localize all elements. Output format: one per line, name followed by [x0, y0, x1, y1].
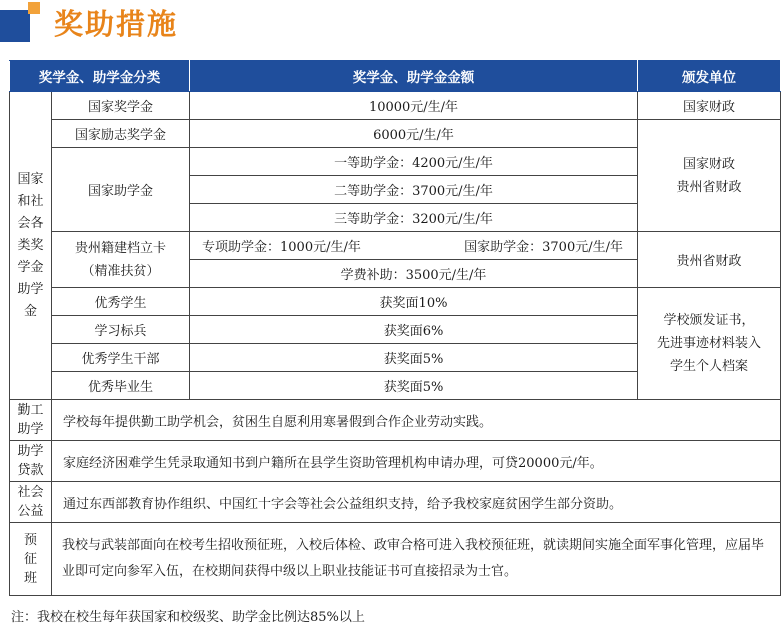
- category-cell: 国家助学金: [52, 148, 190, 232]
- amount-cell: 学费补助：3500元/生/年: [190, 260, 638, 288]
- logo-square-blue: [0, 10, 30, 42]
- logo-square-orange: [28, 2, 40, 14]
- issuer-line: 学校颁发证书，: [663, 313, 755, 328]
- category-cell: 国家奖学金: [52, 92, 190, 120]
- row-label-line: 助学: [17, 444, 44, 459]
- description-cell: 通过东西部教育协作组织、中国红十字会等社会公益组织支持，给予我校家庭贫困学生部分资助。: [52, 482, 781, 523]
- issuer-cell: 贵州省财政: [638, 232, 781, 288]
- issuer-line: 国家财政: [682, 156, 735, 172]
- issuer-line: 贵州省财政: [676, 179, 742, 195]
- issuer-cell: [638, 288, 781, 400]
- row-label-line: 征: [23, 551, 37, 567]
- section-logo-mark: [0, 2, 38, 42]
- table-row: [10, 232, 781, 260]
- table-row: [10, 523, 781, 596]
- table-row: [10, 120, 781, 148]
- table-row: [10, 400, 781, 441]
- category-line: （精准扶贫）: [81, 263, 160, 279]
- amount-cell: 获奖面6%: [190, 316, 638, 344]
- amount-cell: [190, 232, 638, 260]
- row-label-line: 班: [23, 570, 37, 586]
- group-label-cell: [10, 92, 52, 400]
- category-cell: 学习标兵: [52, 316, 190, 344]
- row-label-cell: [10, 523, 52, 596]
- national-grant-text: 国家助学金：3700元/生/年: [464, 240, 623, 255]
- category-cell: 优秀学生: [52, 288, 190, 316]
- category-cell: 优秀学生干部: [52, 344, 190, 372]
- row-label-line: 勤工: [17, 403, 44, 418]
- group-label: 国家和社会各类奖学金助学金: [17, 171, 44, 319]
- page-title: 奖助措施: [54, 7, 179, 41]
- table-header-row: [10, 61, 781, 92]
- amount-cell: 10000元/生/年: [190, 92, 638, 120]
- row-label-cell: [10, 441, 52, 482]
- amount-cell: 二等助学金：3700元/生/年: [190, 176, 638, 204]
- amount-cell: 6000元/生/年: [190, 120, 638, 148]
- amount-cell: 获奖面5%: [190, 344, 638, 372]
- category-cell: 优秀毕业生: [52, 372, 190, 400]
- footnote: 注：我校在校生每年获国家和校级奖、助学金比例达85%以上: [11, 610, 365, 625]
- description-cell: 我校与武装部面向在校考生招收预征班，入校后体检、政审合格可进入我校预征班，就读期间实施全面军事化管理，应届毕业即可定向参军入伍，在校期间获得中级以上职业技能证书可直接招录为士官。: [52, 523, 781, 596]
- category-line: 贵州籍建档立卡: [74, 240, 166, 256]
- table-row: [10, 92, 781, 120]
- issuer-line: 先进事迹材料装入: [656, 336, 761, 351]
- description-cell: 学校每年提供勤工助学机会，贫困生自愿利用寒暑假到合作企业劳动实践。: [52, 400, 781, 441]
- issuer-cell: 国家财政: [638, 92, 781, 120]
- category-cell: [52, 232, 190, 288]
- row-label-cell: [10, 482, 52, 523]
- table-row: [10, 441, 781, 482]
- amount-cell: 获奖面10%: [190, 288, 638, 316]
- row-label-line: 社会: [17, 485, 44, 500]
- amount-cell: 获奖面5%: [190, 372, 638, 400]
- row-label-line: 公益: [17, 504, 44, 519]
- amount-cell: 三等助学金：3200元/生/年: [190, 204, 638, 232]
- table-row: [10, 288, 781, 316]
- aid-measures-table: [9, 60, 781, 596]
- category-cell: 国家励志奖学金: [52, 120, 190, 148]
- row-label-line: 助学: [17, 422, 44, 437]
- issuer-line: 学生个人档案: [669, 359, 748, 374]
- column-header-category: 奖学金、助学金分类: [10, 61, 190, 92]
- issuer-cell: [638, 120, 781, 232]
- amount-cell: 一等助学金：4200元/生/年: [190, 148, 638, 176]
- column-header-issuer: 颁发单位: [638, 61, 781, 92]
- special-grant-text: 专项助学金：1000元/生/年: [202, 240, 361, 255]
- description-cell: 家庭经济困难学生凭录取通知书到户籍所在县学生资助管理机构申请办理，可贷20000元/年。: [52, 441, 781, 482]
- column-header-amount: 奖学金、助学金金额: [190, 61, 638, 92]
- row-label-cell: [10, 400, 52, 441]
- row-label-line: 预: [23, 532, 37, 548]
- table-row: [10, 482, 781, 523]
- row-label-line: 贷款: [17, 463, 44, 478]
